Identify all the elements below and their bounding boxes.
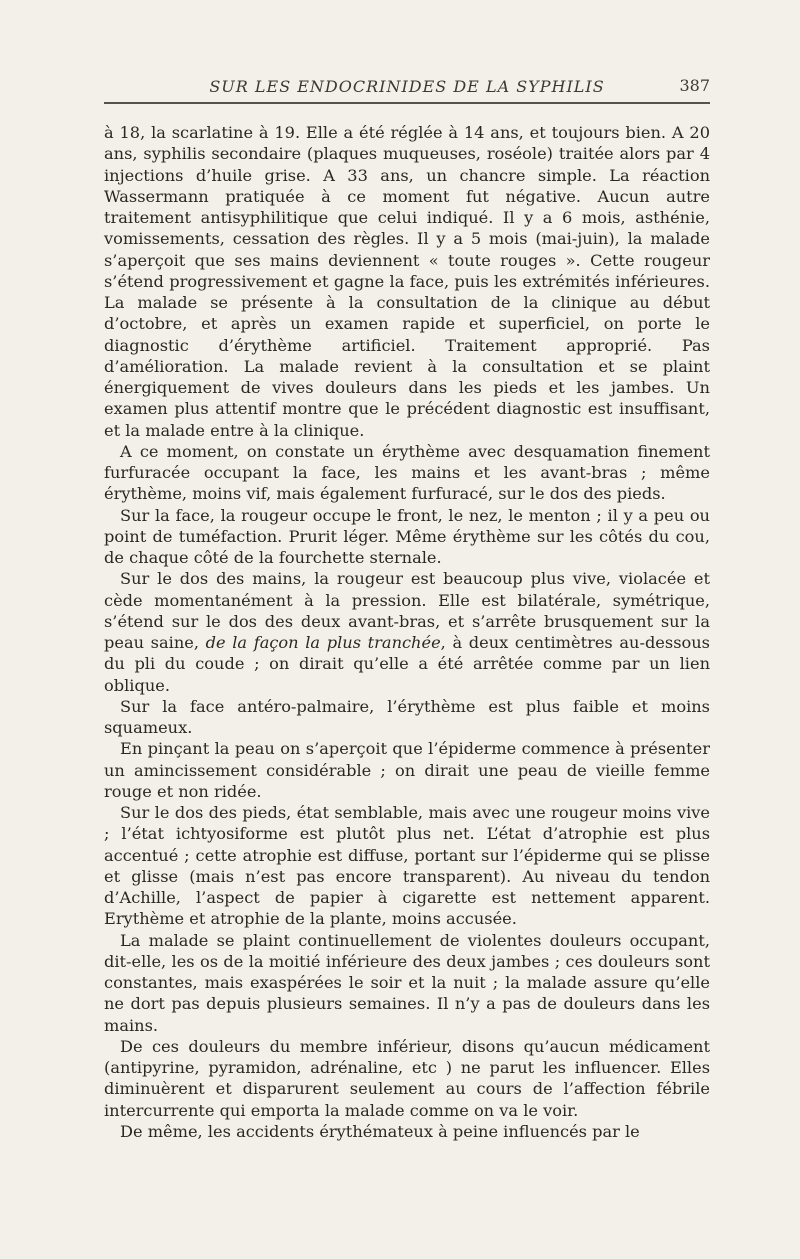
header-rule (104, 102, 710, 104)
paragraph: La malade se plaint continuellement de violentes douleurs occupant, dit-elle, les os de la moitié inférieure des deux jambes ; ces douleurs sont constantes, mais exaspérées le soir et la nuit ; la malade assure qu’elle ne dort pas depuis plusieurs semaines. Il n’y a pas de douleurs dans les mains. (104, 930, 710, 1035)
book-page (104, 74, 710, 1142)
paragraph: Sur la face antéro-palmaire, l’érythème est plus faible et moins squameux. (104, 696, 710, 737)
paragraph-with-italic (104, 568, 710, 696)
paragraph: A ce moment, on constate un érythème avec desquamation finement furfuracée occupant la face, les mains et les avant-bras ; même érythème, moins vif, mais également furfuracé, sur le dos des pieds. (104, 441, 710, 504)
italic-phrase: de la façon la plus tranchée (205, 633, 441, 652)
paragraph: En pinçant la peau on s’aperçoit que l’épiderme commence à présenter un amincissement considérable ; on dirait une peau de vieille femme rouge et non ridée. (104, 739, 710, 801)
page-header (104, 74, 710, 102)
running-title: SUR LES ENDOCRINIDES DE LA SYPHILIS (209, 77, 605, 96)
paragraph: Sur le dos des pieds, état semblable, mais avec une rougeur moins vive ; l’état ichtyosiforme est plutôt plus net. L’état d’atrophie est plus accentué ; cette atrophie est diffuse, portant sur l’épiderme qui se plisse et glisse (mais n’est pas encore transparent). Au niveau du tendon d’Achille, l’aspect de papier à cigarette est nettement apparent. Erythème et atrophie de la plante, moins accusée. (104, 803, 710, 929)
paragraph: De même, les accidents érythémateux à peine influencés par le (120, 1121, 640, 1141)
paragraph-text: Sur le dos des mains, la rougeur est beaucoup plus vive, violacée et cède momentanément à la pression. Elle est bilatérale, symétrique, s’étend sur le dos des deux avant-bras, et s’arrête brusquement sur la peau saine, (104, 569, 710, 652)
paragraph-text: , à deux centimètres au-dessous du pli du coude ; on dirait qu’elle a été arrêtée comme par un lien oblique. (104, 633, 710, 695)
paragraph: De ces douleurs du membre inférieur, disons qu’aucun médicament (antipyrine, pyramidon, adrénaline, etc ) ne parut les influencer. Elles diminuèrent et disparurent seulement au cours de l’affection fébrile intercurrente qui emporta la malade comme on va le voir. (104, 1036, 710, 1120)
page-number: 387 (679, 76, 710, 95)
paragraph: Sur la face, la rougeur occupe le front, le nez, le menton ; il y a peu ou point de tuméfaction. Prurit léger. Même érythème sur les côtés du cou, de chaque côté de la fourchette sternale. (104, 505, 710, 567)
paragraph: à 18, la scarlatine à 19. Elle a été réglée à 14 ans, et toujours bien. A 20 ans, syphilis secondaire (plaques muqueuses, roséole) traitée alors par 4 injections d’huile grise. A 33 ans, un chancre simple. La réaction Wassermann pratiquée à ce moment fut négative. Aucun autre traitement antisyphilitique que celui indiqué. Il y a 6 mois, asthénie, vomissements, cessation des règles. Il y a 5 mois (mai-juin), la malade s’aperçoit que ses mains deviennent « toute rouges ». Cette rougeur s’étend progressivement et gagne la face, puis les extrémités inférieures. La malade se présente à la consultation de la clinique au début d’octobre, et après un examen rapide et superficiel, on porte le diagnostic d’érythème artificiel. Traitement approprié. Pas d’amélioration. La malade revient à la consultation et se plaint énergiquement de vives douleurs dans les pieds et les jambes. Un examen plus attentif montre que le précédent diagnostic est insuffisant, et la malade entre à la clinique. (104, 123, 710, 440)
body-text (104, 122, 710, 1142)
